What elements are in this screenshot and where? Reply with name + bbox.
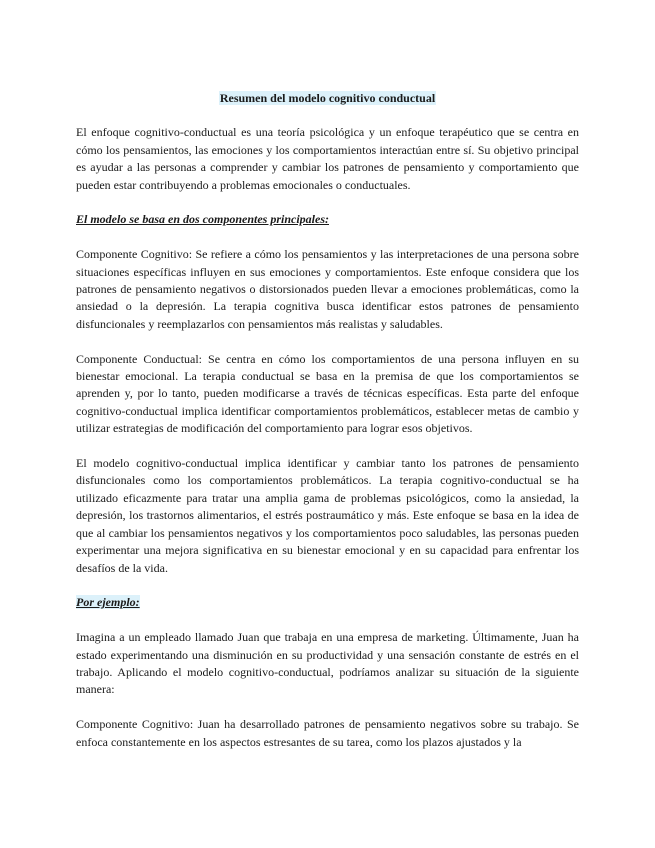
intro-paragraph: El enfoque cognitivo-conductual es una teoría psicológica y un enfoque terapéutico que se centra en cómo los pensamientos, las emociones y los comportamientos interactúan entre sí. Su objetivo principal es ayudar a las personas a comprender y cambiar los patrones de pensamiento y comportamiento que pueden estar contribuyendo a problemas emocionales o conductuales. <box>76 125 579 192</box>
document-page <box>76 90 579 751</box>
example-intro-paragraph: Imagina a un empleado llamado Juan que trabaja en una empresa de marketing. Últimamente, Juan ha estado experimentando una disminución en su productividad y una sensación constante de estrés en el trabajo. Aplicando el modelo cognitivo-conductual, podríamos analizar su situación de la siguiente manera: <box>76 630 579 697</box>
example-cognitive-paragraph: Componente Cognitivo: Juan ha desarrollado patrones de pensamiento negativos sobre su trabajo. Se enfoca constantemente en los aspectos estresantes de su tarea, como los plazos ajustados y la <box>76 717 579 749</box>
summary-paragraph: El modelo cognitivo-conductual implica identificar y cambiar tanto los patrones de pensamiento disfuncionales como los comportamientos problemáticos. La terapia cognitivo-conductual se ha utilizado eficazmente para tratar una amplia gama de problemas psicológicos, como la ansiedad, la depresión, los trastornos alimentarios, el estrés postraumático y más. Este enfoque se basa en la idea de que al cambiar los pensamientos negativos y los comportamientos poco saludables, las personas pueden experimentar una mejora significativa en su bienestar emocional y en su capacidad para enfrentar los desafíos de la vida. <box>76 456 579 575</box>
cognitive-component-paragraph: Componente Cognitivo: Se refiere a cómo los pensamientos y las interpretaciones de una persona sobre situaciones específicas influyen en sus emociones y comportamientos. Este enfoque considera que los patrones de pensamiento negativos o distorsionados pueden llevar a emociones problemáticas, como la ansiedad o la depresión. La terapia cognitiva busca identificar estos patrones de pensamiento disfuncionales y reemplazarlos con pensamientos más realistas y saludables. <box>76 247 579 331</box>
components-heading: El modelo se basa en dos componentes principales: <box>76 212 329 227</box>
document-title: Resumen del modelo cognitivo conductual <box>219 91 436 105</box>
behavioral-component-paragraph: Componente Conductual: Se centra en cómo los comportamientos de una persona influyen en su bienestar emocional. La terapia conductual se basa en la premisa de que los comportamientos se aprenden y, por lo tanto, pueden modificarse a través de técnicas específicas. Esta parte del enfoque cognitivo-conductual implica identificar comportamientos problemáticos, establecer metas de cambio y utilizar estrategias de modificación del comportamiento para lograr esos objetivos. <box>76 351 579 436</box>
example-heading: Por ejemplo: <box>76 595 140 610</box>
